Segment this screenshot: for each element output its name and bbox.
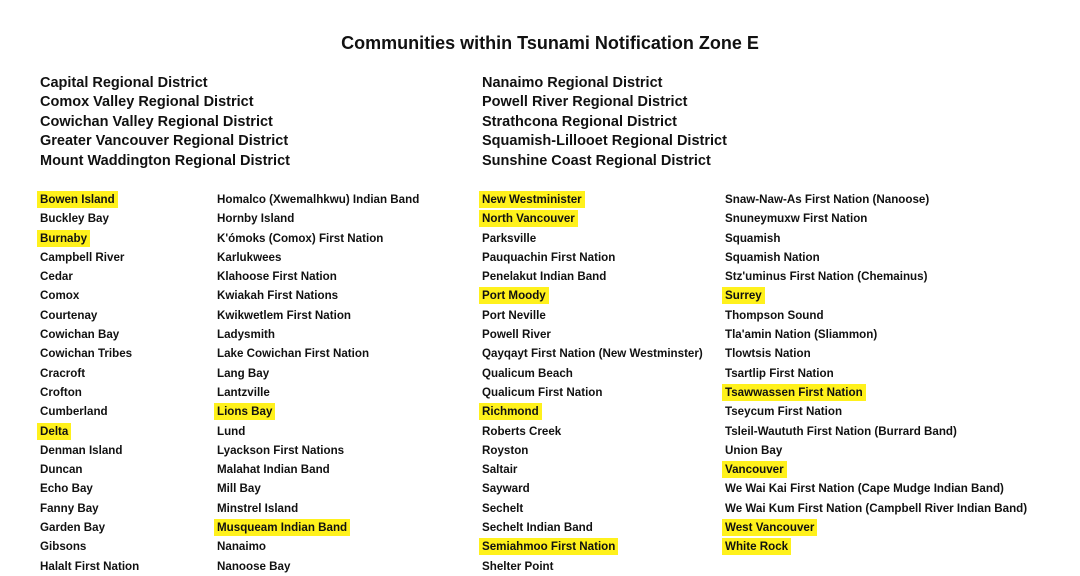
community-item bbox=[40, 479, 142, 498]
community-item bbox=[725, 248, 1030, 267]
community-item bbox=[40, 518, 142, 537]
community-name: Echo Bay bbox=[40, 482, 93, 496]
community-item-highlighted bbox=[725, 518, 1030, 537]
community-name: Delta bbox=[37, 423, 71, 440]
regional-district-item: Sunshine Coast Regional District bbox=[482, 152, 711, 169]
regional-district-item: Capital Regional District bbox=[40, 75, 208, 91]
community-item bbox=[725, 402, 1030, 421]
community-name: Thompson Sound bbox=[725, 308, 824, 322]
community-name: Cumberland bbox=[40, 405, 108, 419]
community-item bbox=[482, 229, 706, 248]
community-name: Tseycum First Nation bbox=[725, 405, 843, 419]
community-name: Burnaby bbox=[37, 230, 90, 247]
community-item bbox=[217, 190, 422, 209]
community-name: We Wai Kai First Nation (Cape Mudge Indian Band) bbox=[725, 482, 1004, 496]
community-name: Sechelt bbox=[482, 501, 524, 515]
community-name: Roberts Creek bbox=[482, 424, 562, 438]
community-item bbox=[40, 499, 142, 518]
community-name: West Vancouver bbox=[722, 519, 817, 536]
community-name: Squamish bbox=[725, 231, 781, 245]
community-item bbox=[40, 364, 142, 383]
community-item bbox=[217, 383, 422, 402]
community-name: Nanaimo bbox=[217, 540, 266, 554]
community-name: Ladysmith bbox=[217, 328, 275, 342]
community-name: North Vancouver bbox=[479, 210, 578, 227]
community-item bbox=[725, 229, 1030, 248]
community-item-highlighted bbox=[482, 190, 706, 209]
community-item bbox=[217, 479, 422, 498]
community-item bbox=[482, 364, 706, 383]
community-name: Hornby Island bbox=[217, 212, 295, 226]
community-item-highlighted bbox=[725, 286, 1030, 305]
community-name: Bowen Island bbox=[37, 191, 118, 208]
community-column-1 bbox=[40, 190, 142, 576]
community-name: Campbell River bbox=[40, 250, 125, 264]
community-name: Sechelt Indian Band bbox=[482, 521, 593, 535]
community-item-highlighted bbox=[482, 286, 706, 305]
community-name: Comox bbox=[40, 289, 80, 303]
community-name: Cowichan Bay bbox=[40, 328, 120, 342]
community-item bbox=[725, 267, 1030, 286]
community-item bbox=[482, 422, 706, 441]
community-item bbox=[217, 286, 422, 305]
community-name: Kwiakah First Nations bbox=[217, 289, 339, 303]
community-name: Stz'uminus First Nation (Chemainus) bbox=[725, 270, 928, 284]
community-item bbox=[217, 306, 422, 325]
regional-district-item: Nanaimo Regional District bbox=[482, 75, 663, 91]
community-item bbox=[725, 209, 1030, 228]
community-item bbox=[725, 499, 1030, 518]
community-item bbox=[40, 267, 142, 286]
community-name: Fanny Bay bbox=[40, 501, 99, 515]
community-item-highlighted bbox=[725, 537, 1030, 556]
community-item bbox=[482, 557, 706, 576]
community-name: Cracroft bbox=[40, 366, 86, 380]
community-name: Lund bbox=[217, 424, 246, 438]
community-item bbox=[217, 422, 422, 441]
community-item-highlighted bbox=[40, 229, 142, 248]
community-item bbox=[217, 499, 422, 518]
community-item bbox=[40, 248, 142, 267]
community-name: Cowichan Tribes bbox=[40, 347, 133, 361]
community-item bbox=[40, 306, 142, 325]
community-item bbox=[217, 537, 422, 556]
community-item bbox=[482, 499, 706, 518]
community-name: Lang Bay bbox=[217, 366, 270, 380]
community-name: Denman Island bbox=[40, 443, 123, 457]
community-item bbox=[482, 460, 706, 479]
community-name: Crofton bbox=[40, 385, 82, 399]
community-name: Qualicum Beach bbox=[482, 366, 573, 380]
community-name: Squamish Nation bbox=[725, 250, 820, 264]
community-name: Courtenay bbox=[40, 308, 98, 322]
community-name: Port Moody bbox=[479, 287, 549, 304]
community-item bbox=[217, 460, 422, 479]
community-name: Tsartlip First Nation bbox=[725, 366, 834, 380]
regional-district-item: Strathcona Regional District bbox=[482, 113, 677, 130]
community-item bbox=[40, 441, 142, 460]
community-name: Qayqayt First Nation (New Westminster) bbox=[482, 347, 703, 361]
regional-district-item: Squamish-Lillooet Regional District bbox=[482, 133, 727, 150]
community-name: Shelter Point bbox=[482, 559, 554, 573]
community-item bbox=[217, 364, 422, 383]
community-name: Qualicum First Nation bbox=[482, 385, 603, 399]
community-name: Lake Cowichan First Nation bbox=[217, 347, 370, 361]
community-item bbox=[725, 479, 1030, 498]
community-item bbox=[482, 518, 706, 537]
community-name: Tlowtsis Nation bbox=[725, 347, 811, 361]
community-column-4 bbox=[725, 190, 1030, 576]
community-name: Minstrel Island bbox=[217, 501, 299, 515]
community-item bbox=[217, 229, 422, 248]
community-column-3 bbox=[482, 190, 706, 576]
community-name: Cedar bbox=[40, 270, 73, 284]
regional-district-item: Cowichan Valley Regional District bbox=[40, 113, 273, 130]
community-item bbox=[217, 209, 422, 228]
community-name: Pauquachin First Nation bbox=[482, 250, 616, 264]
community-name: Kwikwetlem First Nation bbox=[217, 308, 351, 322]
community-item bbox=[482, 248, 706, 267]
community-item bbox=[217, 267, 422, 286]
community-item bbox=[482, 306, 706, 325]
community-name: Homalco (Xwemalhkwu) Indian Band bbox=[217, 193, 420, 206]
community-item bbox=[217, 441, 422, 460]
community-item bbox=[40, 325, 142, 344]
community-name: Halalt First Nation bbox=[40, 559, 140, 573]
community-name: Tsleil-Waututh First Nation (Burrard Band) bbox=[725, 424, 957, 438]
community-name: Saltair bbox=[482, 463, 518, 477]
community-name: Richmond bbox=[479, 403, 542, 420]
community-name: Vancouver bbox=[722, 461, 787, 478]
community-column-2 bbox=[217, 190, 422, 576]
regional-districts-right bbox=[482, 74, 922, 171]
community-item bbox=[40, 402, 142, 421]
community-item bbox=[40, 286, 142, 305]
community-name: Snaw-Naw-As First Nation (Nanoose) bbox=[725, 193, 930, 206]
community-item bbox=[40, 209, 142, 228]
regional-district-item: Mount Waddington Regional District bbox=[40, 152, 290, 169]
community-name: Buckley Bay bbox=[40, 212, 109, 226]
community-name: White Rock bbox=[722, 538, 791, 555]
community-name: Powell River bbox=[482, 328, 551, 342]
community-name: Union Bay bbox=[725, 443, 783, 457]
page-title: Communities within Tsunami Notification Zone E bbox=[341, 33, 759, 53]
regional-district-item: Greater Vancouver Regional District bbox=[40, 133, 289, 150]
community-item bbox=[725, 557, 1030, 576]
community-item-highlighted bbox=[482, 537, 706, 556]
community-name: Royston bbox=[482, 443, 529, 457]
community-name: Gibsons bbox=[40, 540, 87, 554]
community-name: Penelakut Indian Band bbox=[482, 270, 607, 284]
community-item bbox=[725, 306, 1030, 325]
community-name: Tsawwassen First Nation bbox=[722, 384, 866, 401]
community-item bbox=[40, 460, 142, 479]
community-item bbox=[217, 557, 422, 576]
community-name: Duncan bbox=[40, 463, 83, 477]
community-name: Sayward bbox=[482, 482, 530, 496]
community-item bbox=[725, 441, 1030, 460]
community-item bbox=[725, 325, 1030, 344]
community-name: K'ómoks (Comox) First Nation bbox=[217, 231, 384, 245]
community-item-highlighted bbox=[217, 518, 422, 537]
community-item bbox=[40, 557, 142, 576]
community-name: Klahoose First Nation bbox=[217, 270, 337, 284]
community-name: Port Neville bbox=[482, 308, 546, 322]
community-item bbox=[725, 422, 1030, 441]
community-name: Snuneymuxw First Nation bbox=[725, 212, 868, 226]
community-item bbox=[217, 325, 422, 344]
community-name: Malahat Indian Band bbox=[217, 463, 330, 477]
community-name: We Wai Kum First Nation (Campbell River Indian Band) bbox=[725, 501, 1028, 515]
community-name: Parksville bbox=[482, 231, 537, 245]
community-item-highlighted bbox=[40, 422, 142, 441]
community-item-highlighted bbox=[725, 383, 1030, 402]
community-item bbox=[725, 344, 1030, 363]
community-name: Lyackson First Nations bbox=[217, 443, 345, 457]
community-name: Garden Bay bbox=[40, 521, 106, 535]
community-name: Mill Bay bbox=[217, 482, 261, 496]
community-item-highlighted bbox=[217, 402, 422, 421]
community-name bbox=[722, 558, 728, 575]
regional-districts-left bbox=[40, 74, 480, 171]
community-item-highlighted bbox=[40, 190, 142, 209]
community-item-highlighted bbox=[482, 402, 706, 421]
community-item bbox=[217, 248, 422, 267]
community-name: Semiahmoo First Nation bbox=[479, 538, 618, 555]
community-item-highlighted bbox=[725, 460, 1030, 479]
regional-district-item: Comox Valley Regional District bbox=[40, 94, 254, 111]
community-name: New Westminister bbox=[479, 191, 585, 208]
community-item bbox=[40, 537, 142, 556]
community-item bbox=[725, 190, 1030, 209]
community-item bbox=[482, 325, 706, 344]
community-item-highlighted bbox=[482, 209, 706, 228]
community-item bbox=[482, 479, 706, 498]
community-item bbox=[40, 344, 142, 363]
community-name: Tla'amin Nation (Sliammon) bbox=[725, 328, 878, 342]
community-item bbox=[217, 344, 422, 363]
community-item bbox=[725, 364, 1030, 383]
community-name: Surrey bbox=[722, 287, 765, 304]
community-name: Musqueam Indian Band bbox=[214, 519, 350, 536]
community-item bbox=[482, 441, 706, 460]
community-name: Lantzville bbox=[217, 385, 270, 399]
community-item bbox=[482, 344, 706, 363]
community-name: Lions Bay bbox=[214, 403, 275, 420]
regional-district-item: Powell River Regional District bbox=[482, 94, 688, 111]
community-name: Karlukwees bbox=[217, 250, 282, 264]
community-name: Nanoose Bay bbox=[217, 559, 291, 573]
community-item bbox=[40, 383, 142, 402]
community-item bbox=[482, 383, 706, 402]
community-item bbox=[482, 267, 706, 286]
